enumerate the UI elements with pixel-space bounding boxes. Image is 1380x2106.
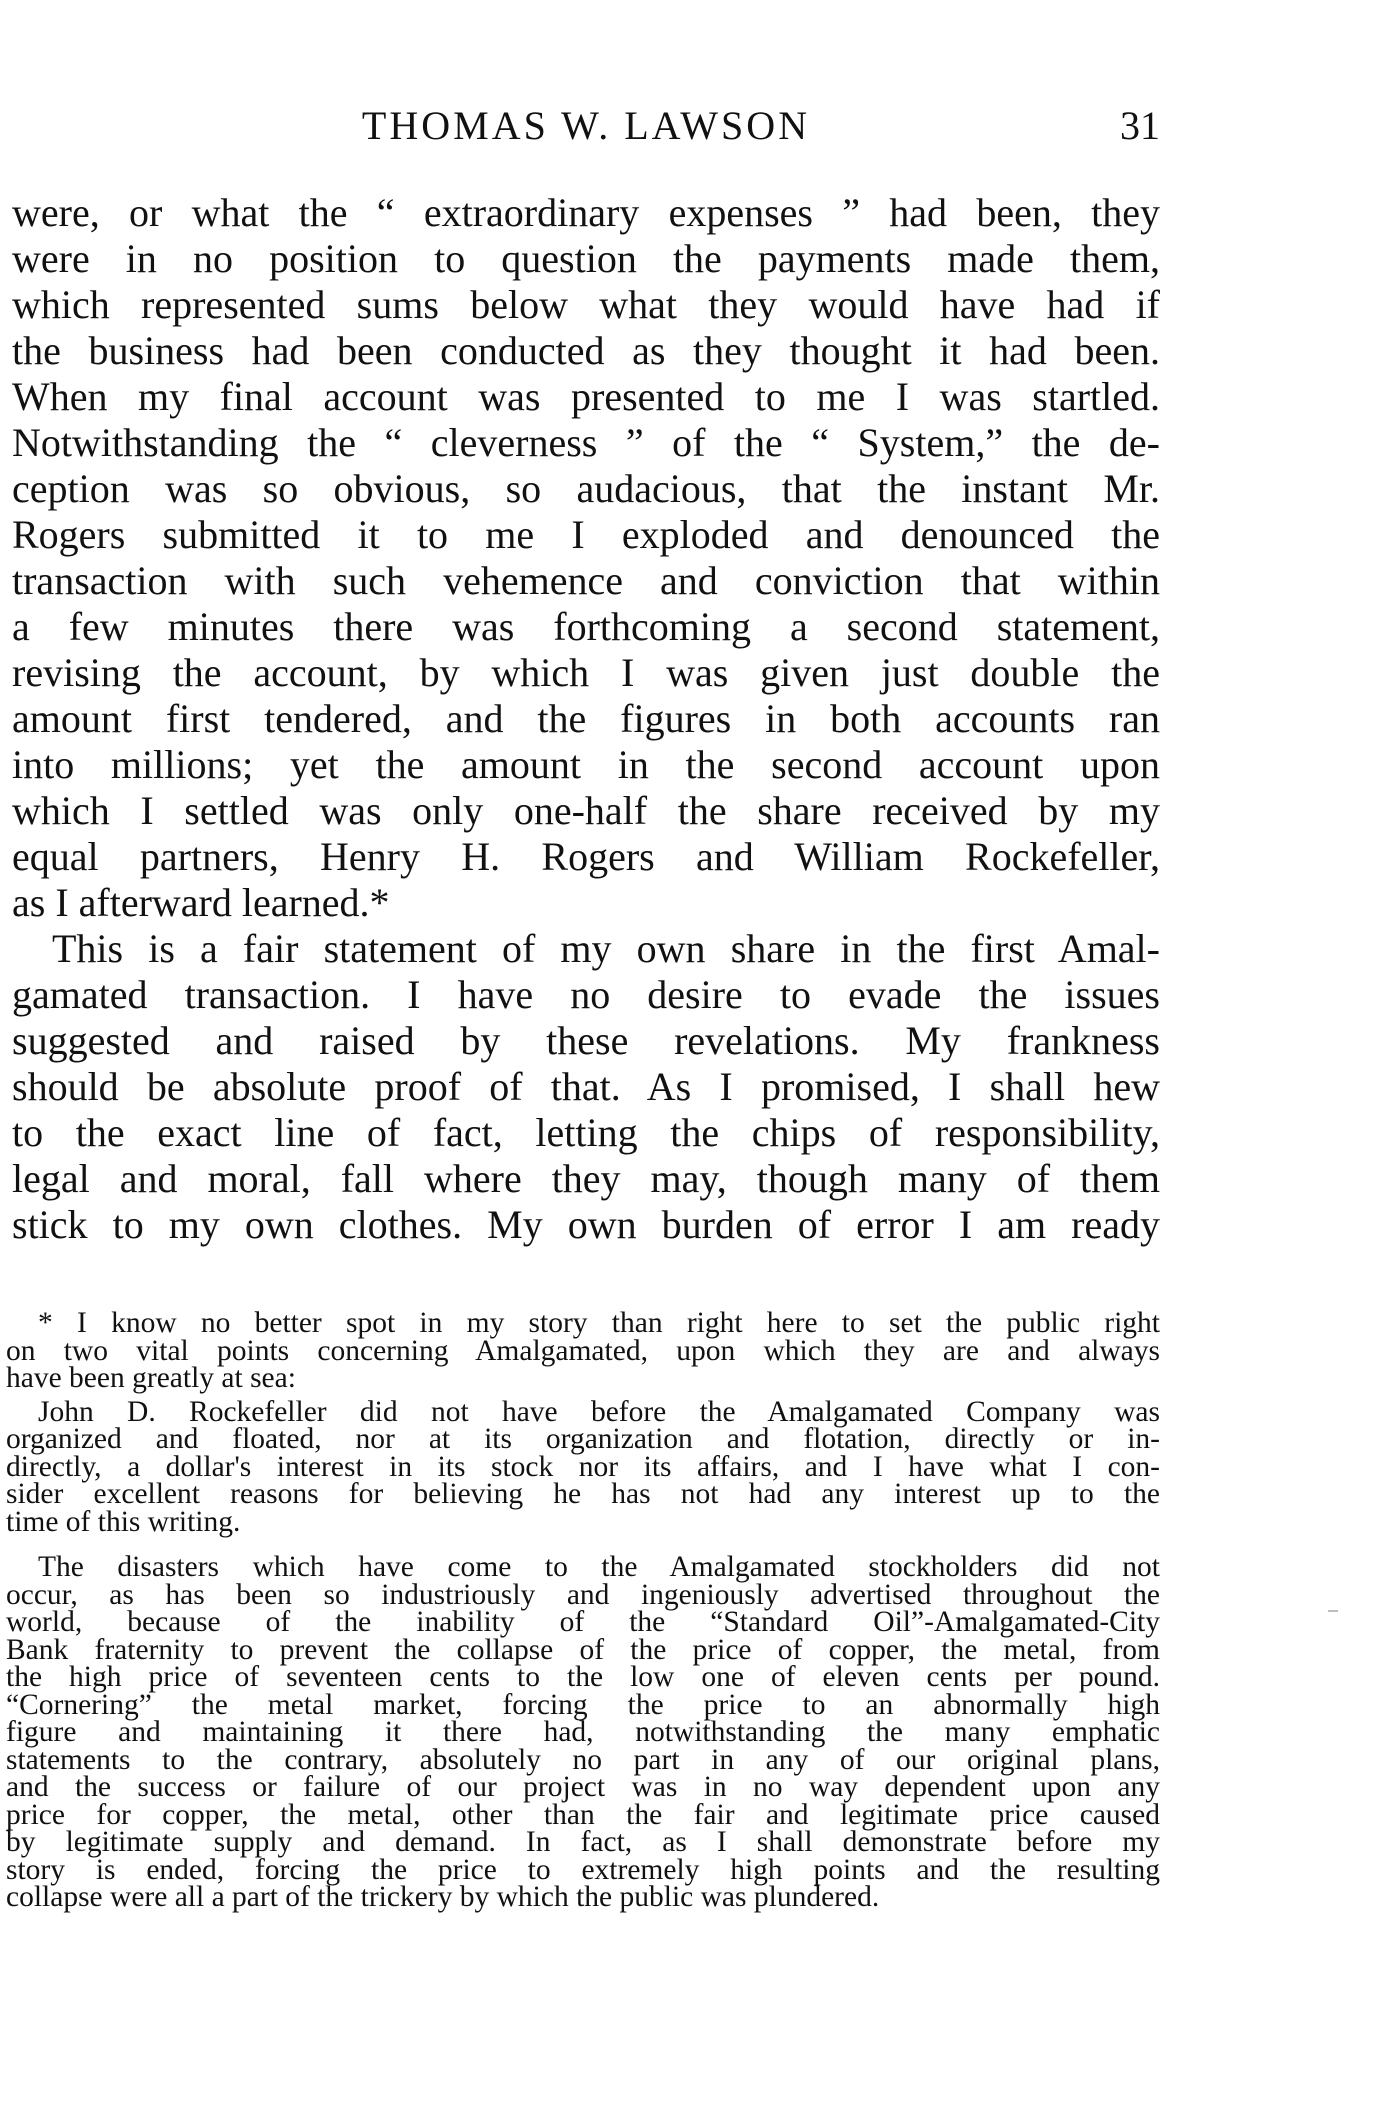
body-line: suggested and raised by these revelations. My frankness [12, 1018, 1160, 1063]
body-line: into millions; yet the amount in the second account upon [12, 742, 1160, 787]
body-line: were, or what the “ extraordinary expenses ” had been, they [12, 190, 1160, 235]
body-line: ception was so obvious, so audacious, that the instant Mr. [12, 466, 1160, 511]
footnote-line: John D. Rockefeller did not have before the Amalgamated Company was [38, 1395, 1160, 1428]
body-line: a few minutes there was forthcoming a second statement, [12, 604, 1160, 649]
margin-mark [1328, 1610, 1338, 1612]
page-number: 31 [1120, 103, 1160, 148]
footnote-line: collapse were all a part of the trickery by which the public was plundered. [6, 1881, 880, 1913]
footnote [6, 1307, 1160, 1913]
body-line-with-footnote-marker: as I afterward learned.* [12, 880, 390, 925]
body-line: gamated transaction. I have no desire to evade the issues [12, 972, 1160, 1017]
footnote-line: occur, as has been so industriously and ingeniously advertised throughout the [6, 1578, 1160, 1611]
body-line: the business had been conducted as they thought it had been. [12, 328, 1160, 373]
footnote-line: time of this writing. [6, 1505, 241, 1538]
body-line: which I settled was only one-half the share received by my [12, 788, 1160, 833]
footnote-line: * I know no better spot in my story than right here to set the public right [38, 1307, 1160, 1339]
body-line: were in no position to question the payments made them, [12, 236, 1160, 281]
body-line: This is a fair statement of my own share in the first Amal- [52, 926, 1160, 971]
body-line: transaction with such vehemence and conviction that within [12, 558, 1160, 603]
footnote-line: by legitimate supply and demand. In fact, as I shall demonstrate before my [6, 1826, 1160, 1858]
footnote-line: directly, a dollar's interest in its stock nor its affairs, and I have what I con- [6, 1450, 1160, 1483]
footnote-line: figure and maintaining it there had, notwithstanding the many emphatic [6, 1716, 1160, 1748]
footnote-line: world, because of the inability of the “Standard Oil”-Amalgamated-City [6, 1606, 1160, 1638]
body-line: equal partners, Henry H. Rogers and William Rockefeller, [12, 834, 1160, 879]
body-line: Notwithstanding the “ cleverness ” of the “ System,” the de- [12, 420, 1160, 465]
running-head: THOMAS W. LAWSON [361, 103, 811, 148]
main-text [12, 190, 1160, 1248]
footnote-line: price for copper, the metal, other than the fair and legitimate price caused [6, 1798, 1160, 1831]
body-line: stick to my own clothes. My own burden of error I am ready [12, 1202, 1160, 1247]
footnote-line: sider excellent reasons for believing he has not had any interest up to the [6, 1478, 1160, 1510]
footnote-line: “Cornering” the metal market, forcing the price to an abnormally high [6, 1688, 1160, 1721]
body-line: revising the account, by which I was given just double the [12, 650, 1160, 695]
footnote-line: on two vital points concerning Amalgamated, upon which they are and always [6, 1334, 1160, 1367]
body-line: to the exact line of fact, letting the chips of responsibility, [12, 1110, 1160, 1155]
body-line: Rogers submitted it to me I exploded and denounced the [12, 512, 1160, 557]
footnote-line: the high price of seventeen cents to the low one of eleven cents per pound. [6, 1661, 1160, 1693]
body-line: legal and moral, fall where they may, though many of them [12, 1156, 1160, 1201]
footnote-line: statements to the contrary, absolutely no part in any of our original plans, [6, 1743, 1160, 1776]
page-header [12, 96, 1160, 156]
body-line: which represented sums below what they would have had if [12, 282, 1160, 327]
body-line: should be absolute proof of that. As I promised, I shall hew [12, 1064, 1160, 1109]
footnote-line: organized and floated, nor at its organization and flotation, directly or in- [6, 1423, 1160, 1455]
footnote-line: The disasters which have come to the Amalgamated stockholders did not [38, 1551, 1160, 1583]
footnote-line: have been greatly at sea: [6, 1362, 296, 1394]
footnote-line: and the success or failure of our project was in no way dependent upon any [6, 1771, 1160, 1803]
body-line: When my final account was presented to me I was startled. [12, 374, 1160, 419]
footnote-line: Bank fraternity to prevent the collapse of the price of copper, the metal, from [6, 1633, 1160, 1666]
footnote-line: story is ended, forcing the price to extremely high points and the resulting [6, 1853, 1160, 1886]
body-line: amount first tendered, and the figures in both accounts ran [12, 696, 1160, 741]
